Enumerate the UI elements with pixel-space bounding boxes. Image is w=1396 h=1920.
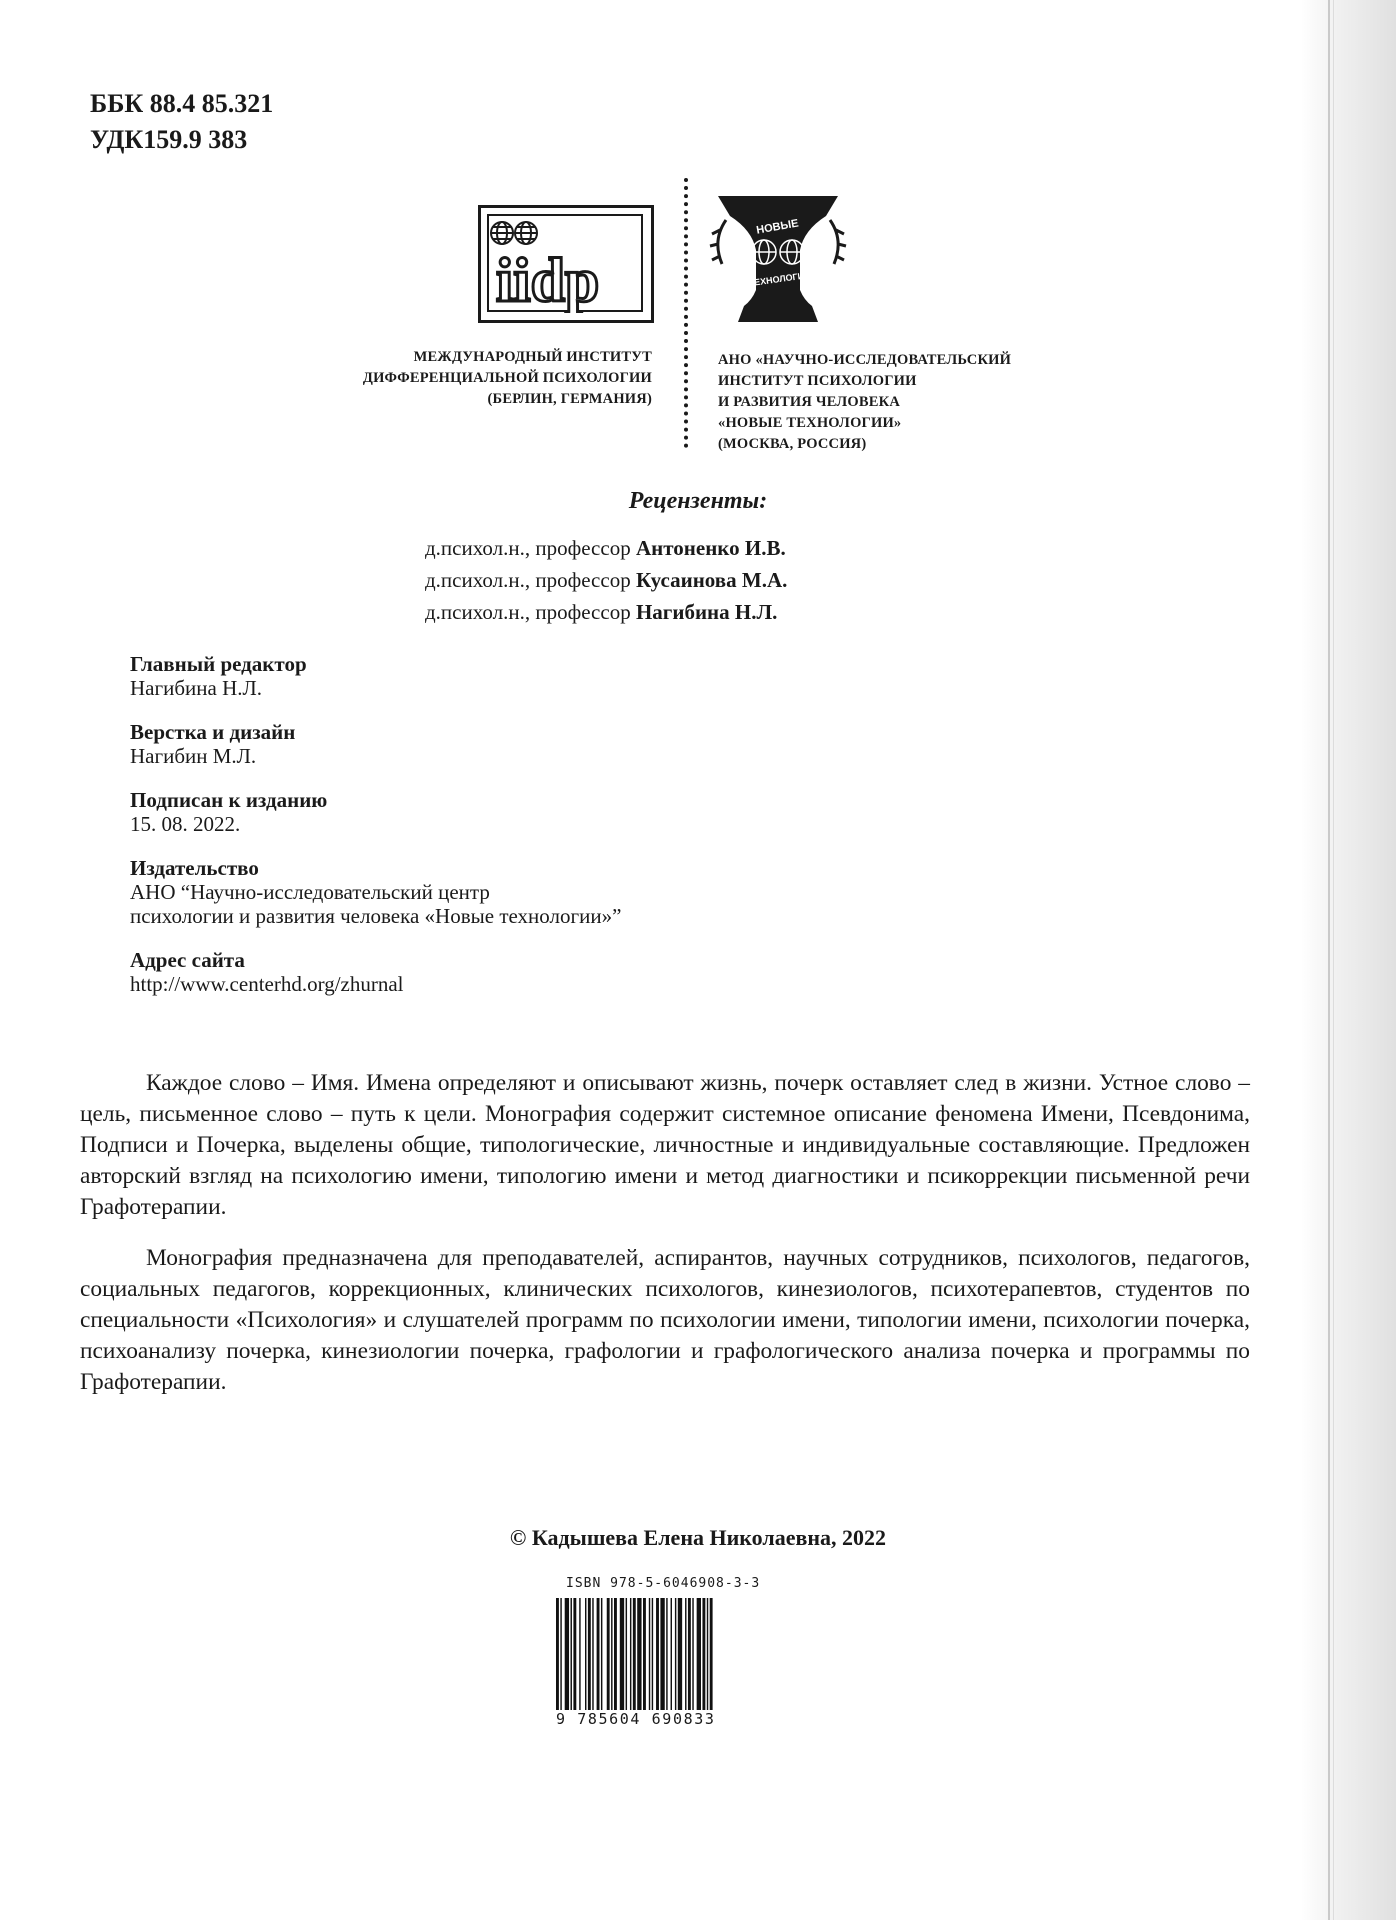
barcode-bar — [573, 1598, 576, 1710]
barcode-bar — [597, 1598, 600, 1710]
page-edge-line — [1328, 0, 1330, 1920]
barcode-bar — [560, 1598, 561, 1726]
publisher-line: психологии и развития человека «Новые технологии»” — [130, 904, 622, 928]
reviewer-item — [425, 596, 787, 628]
barcode-bar — [588, 1598, 591, 1710]
signed-value: 15. 08. 2022. — [130, 812, 241, 836]
reviewer-name: Антоненко И.В. — [635, 536, 786, 560]
site-block — [130, 948, 621, 996]
layout-value: Нагибин М.Л. — [130, 744, 257, 768]
institute-right-line: (МОСКВА, РОССИЯ) — [718, 436, 867, 452]
barcode-bar — [688, 1598, 691, 1710]
reviewer-item — [425, 532, 787, 564]
isbn-label: ISBN 978-5-6046908-3-3 — [566, 1576, 761, 1591]
barcode-bar — [565, 1598, 569, 1710]
barcode-bar — [697, 1598, 701, 1710]
barcode-bar — [626, 1598, 627, 1710]
barcode-bar — [643, 1598, 646, 1710]
iidp-logo — [478, 205, 656, 325]
page-edge-line-secondary — [1333, 0, 1334, 1920]
barcode-bar — [585, 1598, 586, 1710]
editor-block — [130, 652, 621, 700]
barcode-bar — [702, 1598, 705, 1710]
barcode-bar — [611, 1598, 612, 1710]
barcode-bar — [692, 1598, 693, 1710]
abstract — [80, 1068, 1250, 1418]
bbk-code: ББК 88.4 85.321 — [90, 89, 274, 118]
barcode-bar — [592, 1598, 593, 1710]
publication-info — [130, 652, 621, 1016]
barcode-bar — [607, 1598, 610, 1710]
barcode-bar — [710, 1598, 713, 1726]
publisher-block — [130, 856, 621, 928]
reviewer-item — [425, 564, 787, 596]
barcode-bar — [620, 1598, 624, 1710]
globe-icon — [491, 222, 537, 244]
barcode-bar — [579, 1598, 580, 1710]
new-technologies-logo — [708, 190, 848, 330]
barcode-bar — [637, 1598, 641, 1710]
institute-right-line: «НОВЫЕ ТЕХНОЛОГИИ» — [718, 415, 902, 431]
barcode-bar — [601, 1598, 602, 1710]
abstract-paragraph: Монография предназначена для преподавателей, аспирантов, научных сотрудников, психологов, педагогов, социальных педагогов, коррекционных, клинических психологов, кинезиологов, психотерапевтов, студентов по специальности «Психология» и слушателей программ по психологии имени, типологии имени, психологии почерка, психоанализу почерка, кинезиологии почерка, графологии и графологического анализа почерка и программы по Графотерапии. — [80, 1245, 1250, 1395]
layout-block — [130, 720, 621, 768]
iidp-logo-text: iidp — [496, 247, 600, 313]
institute-right-name — [718, 350, 1098, 455]
reviewers-title: Рецензенты: — [628, 488, 768, 514]
abstract-paragraph: Каждое слово – Имя. Имена определяют и описывают жизнь, почерк оставляет след в жизни. Устное слово – цель, письменное слово – путь к цели. Монография содержит системное описание феномена Имени, Псевдонима, Подписи и Почерка, выделены общие, типологические, личностные и индивидуальные составляющие. Предложен авторский взгляд на психологию имени, типологию имени и метод диагностики и псикоррекции письменной речи Графотерапии. — [80, 1070, 1250, 1220]
publisher-label: Издательство — [130, 856, 259, 880]
iidp-logo-mark — [484, 213, 644, 313]
reviewer-degree: д.психол.н., профессор — [425, 600, 636, 624]
logo-text-bottom: ТЕХНОЛОГИИ — [748, 269, 812, 289]
institute-right-line: АНО «НАУЧНО-ИССЛЕДОВАТЕЛЬСКИЙ — [718, 352, 1012, 368]
barcode-bar — [633, 1598, 636, 1726]
barcode-bar — [556, 1598, 559, 1726]
barcode-bar — [675, 1598, 676, 1710]
isbn-barcode — [554, 1598, 764, 1726]
editor-label: Главный редактор — [130, 652, 307, 676]
barcode-bar — [707, 1598, 708, 1710]
barcode-bar — [652, 1598, 653, 1710]
barcode-digits: 9 785604 690833 — [556, 1710, 762, 1728]
barcode-bar — [666, 1598, 667, 1710]
editor-value: Нагибина Н.Л. — [130, 676, 262, 700]
barcode-bar — [660, 1598, 664, 1710]
barcode-bar — [656, 1598, 659, 1710]
barcode-bar — [571, 1598, 572, 1710]
reviewer-name: Нагибина Н.Л. — [635, 600, 778, 624]
institute-left-line: (БЕРЛИН, ГЕРМАНИЯ) — [487, 391, 652, 407]
reviewer-degree: д.психол.н., профессор — [425, 536, 636, 560]
reviewers-list — [425, 532, 787, 628]
reviewer-name: Кусаинова М.А. — [635, 568, 788, 592]
classification-codes — [90, 86, 273, 158]
barcode-bar — [671, 1598, 672, 1710]
dotted-divider — [684, 178, 688, 448]
reviewer-degree: д.психол.н., профессор — [425, 568, 636, 592]
institute-left-line: ДИФФЕРЕНЦИАЛЬНОЙ ПСИХОЛОГИИ — [362, 370, 652, 386]
signed-block — [130, 788, 621, 836]
udk-code: УДК159.9 383 — [90, 125, 248, 154]
barcode-bar — [649, 1598, 650, 1710]
institute-left-name — [270, 347, 652, 410]
institute-right-line: ИНСТИТУТ ПСИХОЛОГИИ — [718, 373, 917, 389]
institute-left-line: МЕЖДУНАРОДНЫЙ ИНСТИТУТ — [413, 349, 652, 365]
barcode-bar — [685, 1598, 686, 1710]
site-url: http://www.centerhd.org/zhurnal — [130, 972, 404, 996]
barcode-bar — [614, 1598, 617, 1710]
publisher-line: АНО “Научно-исследовательский центр — [130, 880, 490, 904]
layout-label: Верстка и дизайн — [130, 720, 296, 744]
barcode-bar — [678, 1598, 682, 1710]
copyright-notice: © Кадышева Елена Николаевна, 2022 — [509, 1525, 887, 1550]
site-label: Адрес сайта — [130, 948, 245, 972]
institute-right-line: И РАЗВИТИЯ ЧЕЛОВЕКА — [718, 394, 900, 410]
signed-label: Подписан к изданию — [130, 788, 328, 812]
logo-text-top: НОВЫЕ — [755, 217, 800, 237]
page-edge-shadow — [1300, 0, 1396, 1920]
barcode-bar — [630, 1598, 631, 1710]
